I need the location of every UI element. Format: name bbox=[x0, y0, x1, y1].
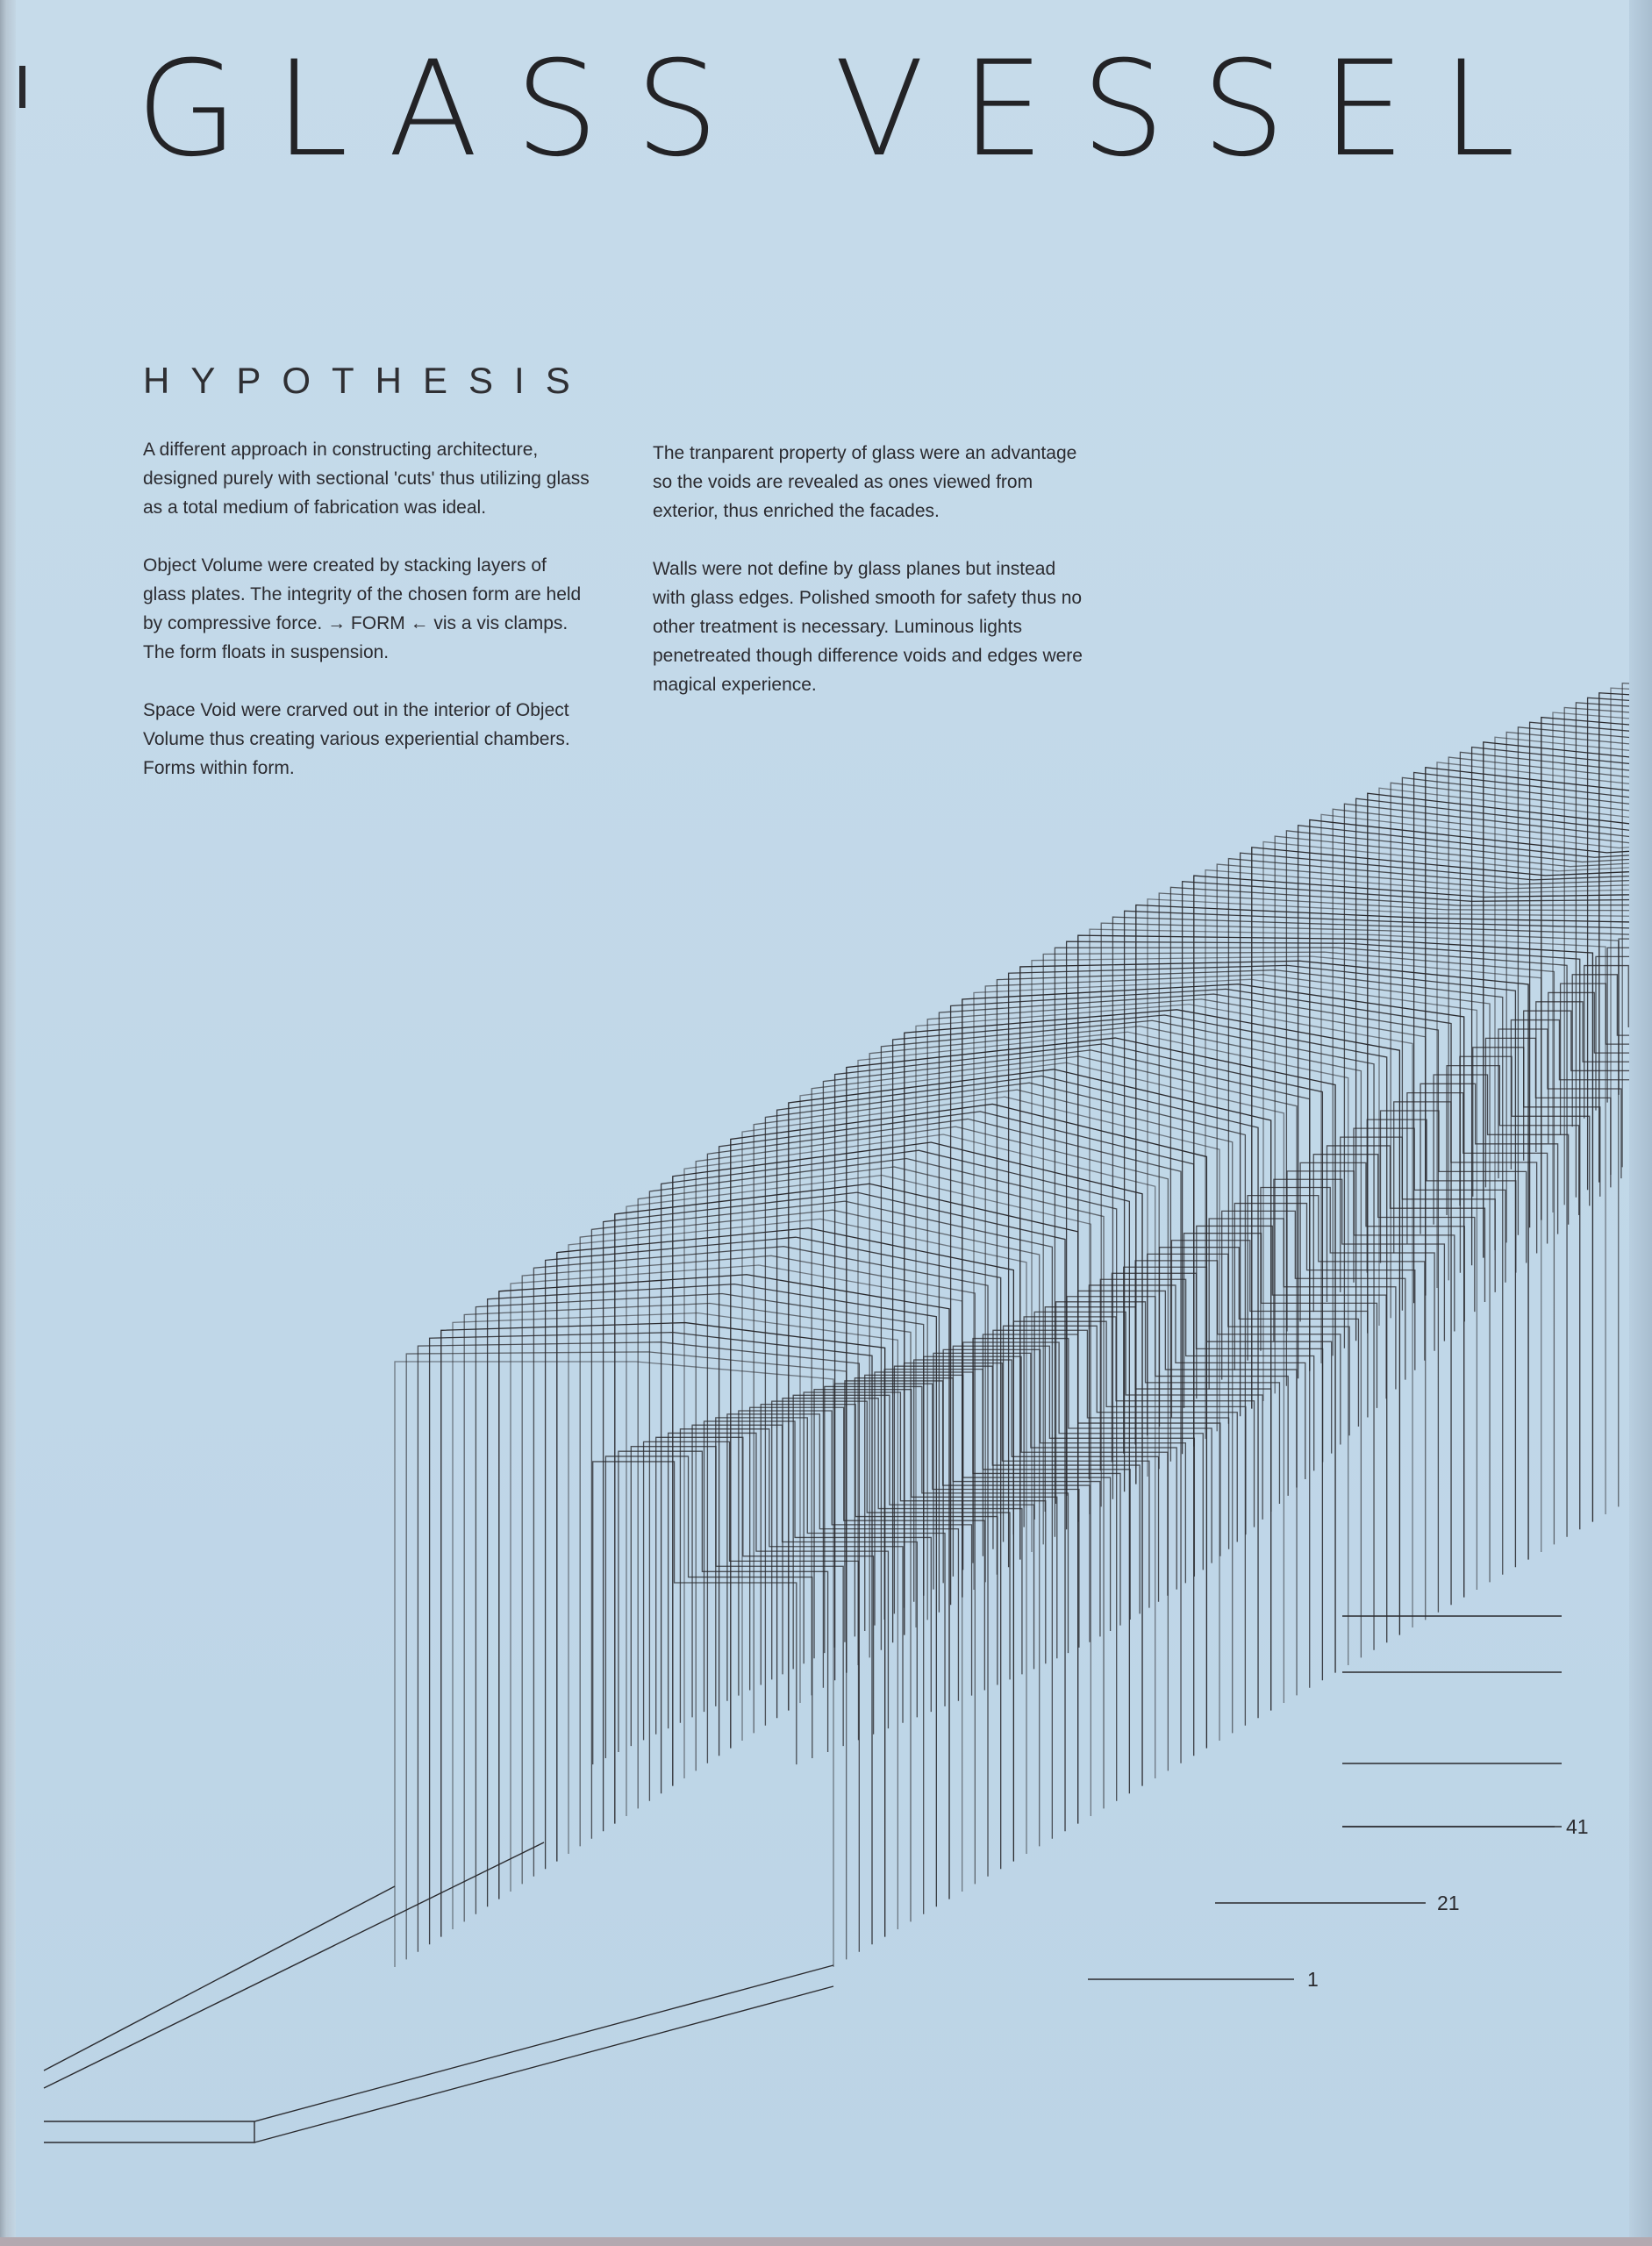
glass-layer-outline bbox=[1634, 678, 1652, 1160]
paragraph: A different approach in constructing architecture, designed purely with sectional 'cuts' thus utilizing glass as a total medium of fabrication was ideal. bbox=[143, 440, 590, 518]
glass-layer-outline bbox=[1588, 697, 1652, 1190]
glass-layer-outline bbox=[1472, 747, 1652, 1266]
perspective-line bbox=[44, 1886, 395, 2071]
glass-layer-outline bbox=[662, 1150, 1130, 1793]
glass-layer-outline bbox=[430, 1333, 872, 1945]
glass-layer-outline bbox=[1518, 727, 1652, 1235]
void-outline bbox=[1354, 1128, 1505, 1283]
glass-layer-outline bbox=[441, 1323, 885, 1937]
glass-layer-outline bbox=[1611, 688, 1652, 1175]
void-outline bbox=[1300, 1162, 1464, 1321]
glass-layer-outline bbox=[1333, 809, 1652, 1355]
void-outline bbox=[1148, 1254, 1349, 1435]
glass-layer-outline bbox=[905, 1010, 1400, 1635]
base-plate-side bbox=[254, 1986, 833, 2142]
glass-layer-outline bbox=[522, 1255, 975, 1884]
void-outline bbox=[1160, 1248, 1359, 1427]
paragraph: Space Void were crarved out in the interior of Object Volume thus creating various experiential chambers. Forms within form. bbox=[143, 700, 570, 778]
glass-layer-outline bbox=[1622, 683, 1652, 1168]
glass-layer-outline bbox=[395, 1362, 833, 1967]
base-plate-outline bbox=[44, 1965, 833, 2121]
page-bottom-edge bbox=[0, 2237, 1652, 2246]
void-outline bbox=[1197, 1226, 1386, 1398]
perspective-line bbox=[44, 1842, 544, 2088]
glass-layer-outline bbox=[1599, 693, 1652, 1183]
void-outline bbox=[1630, 930, 1652, 1087]
glass-layer-outline bbox=[1183, 882, 1652, 1455]
void-outline bbox=[1447, 1066, 1579, 1215]
base-plate bbox=[44, 1842, 833, 2142]
glass-layer-outline bbox=[569, 1219, 1026, 1854]
layer-label-1: 1 bbox=[1307, 1968, 1319, 1991]
glass-layer-outline bbox=[453, 1313, 898, 1929]
paragraph: The tranparent property of glass were an advantage so the voids are revealed as ones viewed from exterior, thus enriched the facades. bbox=[653, 443, 1077, 521]
glass-layer-outline bbox=[1241, 853, 1652, 1416]
glass-layer-outline bbox=[1646, 674, 1652, 1153]
glass-layer-outline bbox=[951, 989, 1451, 1605]
page-title: GLASS VESSEL bbox=[136, 33, 1553, 186]
layer-label-21: 21 bbox=[1437, 1892, 1460, 1914]
void-outline bbox=[1561, 984, 1652, 1134]
void-outline bbox=[605, 1456, 812, 1758]
paragraph: Object Volume were created by stacking layers of glass plates. The integrity of the chosen form are held by compressive force. → FORM ← vis a vis clamps. The form floats in suspension. bbox=[143, 555, 582, 662]
layer-label-41: 41 bbox=[1566, 1815, 1589, 1838]
void-outline bbox=[1460, 1056, 1590, 1205]
glass-layer-outline bbox=[546, 1237, 1001, 1869]
glass-layer-outline bbox=[1437, 762, 1652, 1288]
stacked-glass-layers bbox=[395, 669, 1652, 1967]
paragraph: Walls were not define by glass planes but instead with glass edges. Polished smooth for safety thus no other treatment is necessary. Luminous lights penetreated though difference voids and edges were magical experience. bbox=[653, 559, 1083, 695]
section-heading: HYPOTHESIS bbox=[143, 360, 591, 401]
void-outline bbox=[1367, 1119, 1516, 1272]
layer-scale bbox=[1088, 1616, 1562, 1979]
void-outline bbox=[855, 1378, 1100, 1637]
glass-layer-outline bbox=[1252, 848, 1652, 1409]
void-outline bbox=[644, 1441, 859, 1740]
glass-layer-outline bbox=[580, 1210, 1039, 1846]
void-outline bbox=[1619, 939, 1652, 1095]
void-outline bbox=[834, 1384, 1078, 1648]
glass-layer-outline bbox=[1460, 752, 1652, 1272]
glass-layer-outline bbox=[916, 1005, 1412, 1627]
void-outline bbox=[1596, 956, 1652, 1110]
glass-layer-outline bbox=[1391, 783, 1652, 1318]
void-outline bbox=[1641, 921, 1652, 1080]
base-plate-edge bbox=[44, 2121, 254, 2142]
